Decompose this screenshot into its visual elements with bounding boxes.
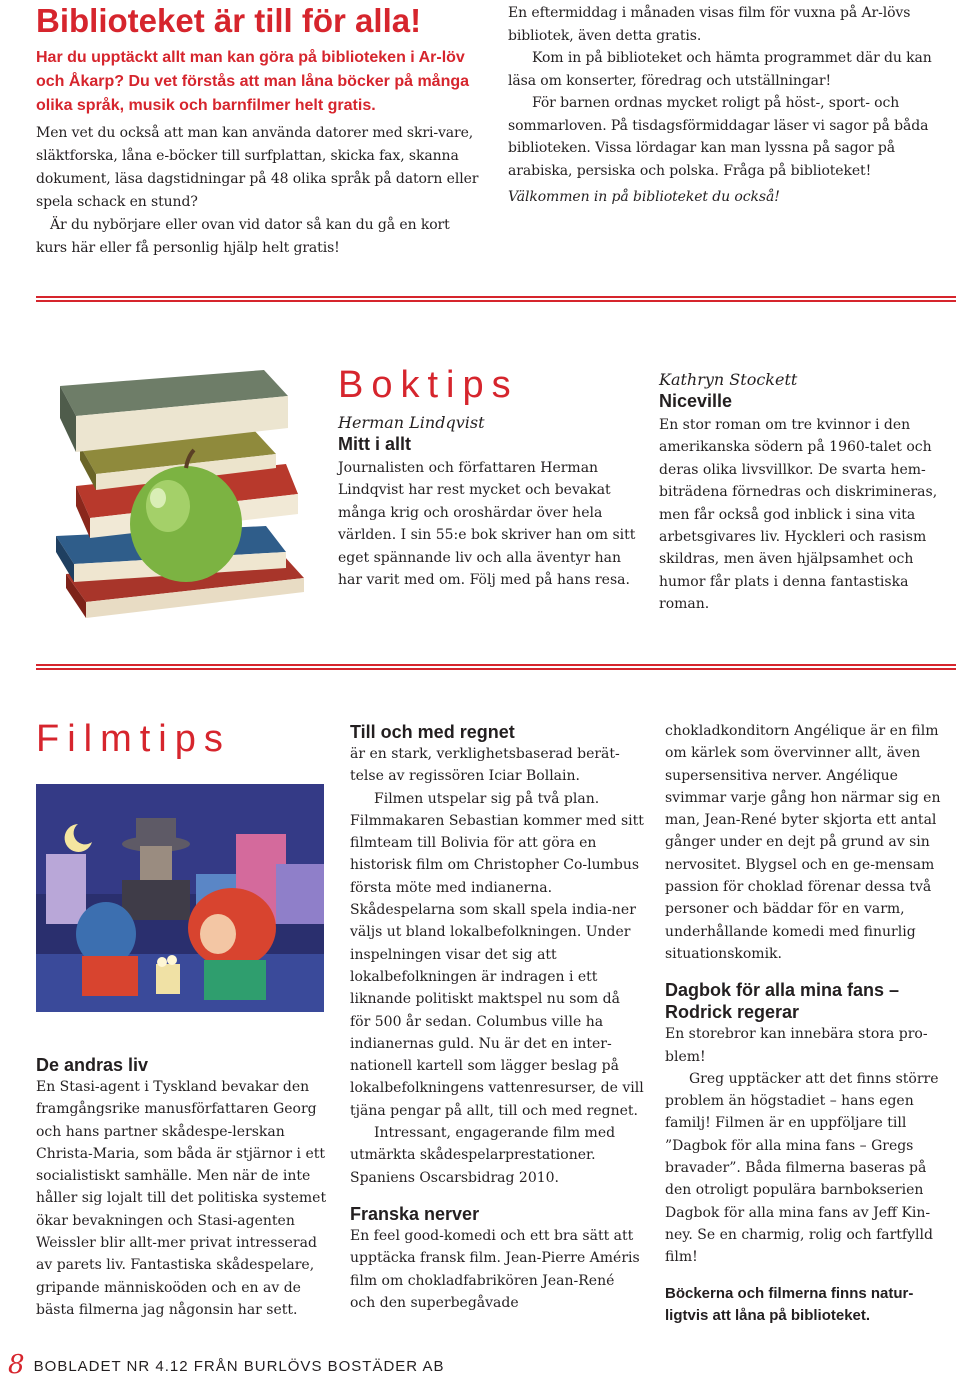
paragraph: Kom in på biblioteket och hämta programmet där du kan läsa om konserter, föredrag och utställningar! (508, 50, 932, 89)
book-title: Niceville (659, 391, 733, 411)
book-description: Journalisten och författaren Herman Lindqvist har rest mycket och bevakat många krig och oroshärdar över hela världen. I sin 55:e bok skriver han om sitt eget spännande liv och alla äventyr han har varit med om. Följ med på hans resa. (338, 460, 636, 589)
paragraph: Men vet du också att man kan använda datorer med skri-vare, släktforska, låna e-böcker till surfplattan, skicka fax, skanna dokument, läsa dagstidningar på 48 olika språk på datorn eller spela schack en stund? (36, 125, 479, 210)
film-column-middle (350, 721, 644, 1314)
footer-text: BOBLADET NR 4.12 FRÅN BURLÖVS BOSTÄDER AB (33, 1358, 445, 1375)
footer (8, 1350, 444, 1380)
film-description: chokladkonditorn Angélique är en film om kärlek som övervinner allt, även supersensitiva nerver. Angélique svimmar varje gång hon närmar sig en man, Jean-René byter skjorta ett antal gånger under en dejt på grund av sin nervositet. Blygsel och en ge-mensam passion för choklad förenar dessa två personer och bäddar för en varm, underhållande komedi med finurlig situationskomik. (665, 723, 941, 962)
film-title: Till och med regnet (350, 722, 515, 742)
film-title: Dagbok för alla mina fans – Rodrick regerar (665, 980, 900, 1023)
closing-note: Böckerna och filmerna finns natur-ligtvis att låna på biblioteket. (665, 1284, 914, 1324)
page-number: 8 (8, 1350, 25, 1380)
paragraph: Är du nybörjare eller ovan vid dator så kan du gå en kort kurs här eller få personlig hjälp helt gratis! (36, 217, 450, 256)
book-title: Mitt i allt (338, 434, 411, 454)
book-author: Herman Lindqvist (338, 413, 485, 432)
film-description: En storebror kan innebära stora pro-blem! (665, 1026, 928, 1065)
film-description: En feel good-komedi och ett bra sätt att upptäcka fransk film. Jean-Pierre Améris film om chokladfabrikören Jean-René och den superbegåvade (350, 1227, 640, 1311)
section-divider (36, 664, 956, 672)
left-column-text (36, 122, 484, 260)
film-title: Franska nerver (350, 1203, 480, 1224)
film-title: De andras liv (36, 1055, 149, 1075)
film-description: Greg upptäcker att det finns större problem än högstadiet – hans egen familj! Filmen är en uppföljare till ”Dagbok för alla mina fans – Gregs bravader”. Båda filmerna baseras på den otroligt populära barnbokserien Dagbok för alla mina fans av Jeff Kin-ney. Se en charmig, rolig och fartfylld film! (665, 1070, 939, 1266)
film-description: Intressant, engagerande film med utmärkta skådespelarprestationer. Spaniens Oscarsbidrag 2010. (350, 1125, 616, 1186)
book-tip (338, 413, 638, 591)
filmtips-heading: Filmtips (36, 718, 231, 760)
paragraph: För barnen ordnas mycket roligt på höst-, sport- och sommarloven. På tisdagsförmiddagar läser vi sagor på båda biblioteken. Vissa lördagar kan man lyssna på sagor på arabiska, persiska och polska. Fråga på biblioteket! (508, 95, 929, 179)
books-and-apple-illustration (36, 356, 326, 626)
film-description: En Stasi-agent i Tyskland bevakar den framgångsrike manusförfattaren Georg och hans partner skådespe-lerskan Christa-Maria, som båda är stjärnor i ett socialistiskt samhälle. Men när de inte håller sig lojalt till det politiska systemet ökar bevakningen och Stasi-agenten Weissler blir allt-mer privat intresserad av parets liv. Fantastiska skådespelare, gripande människoöden och en av de bästa filmerna jag någonsin har sett. (36, 1079, 327, 1318)
paragraph: En eftermiddag i månaden visas film för vuxna på Ar-lövs bibliotek, även detta gratis. (508, 5, 911, 44)
film-description: är en stark, verklighetsbaserad berät-telse av regissören Iciar Bollain. (350, 746, 620, 785)
page-title: Biblioteket är till för alla! (36, 2, 422, 39)
film-column-right (665, 720, 955, 1327)
book-tip (659, 370, 955, 616)
section-divider (36, 296, 956, 304)
right-column-text (508, 2, 952, 209)
intro-block (36, 46, 476, 118)
film-tip (36, 1054, 336, 1321)
boktips-heading: Boktips (338, 364, 519, 406)
intro-text: Har du upptäckt allt man kan göra på biblioteken i Ar-löv och Åkarp? Du vet förstås att man låna böcker på många olika språk, musik och barnfilmer helt gratis. (36, 49, 470, 114)
cinema-audience-illustration (36, 784, 324, 1012)
book-description: En stor roman om tre kvinnor i den amerikanska södern på 1960-talet och deras olika livsvillkor. De svarta hem-biträdena förnedras och diskrimineras, men får också god inblick i sina vita arbetsgivares liv. Hyckleri och rasism skildras, men även hjälpsamhet och humor får plats i denna fantastiska roman. (659, 417, 938, 613)
film-description: Filmen utspelar sig på två plan. Filmmakaren Sebastian kommer med sitt filmteam till Bolivia för att göra en historisk film om Christopher Co-lumbus första möte med indianerna. Skådespelarna som skall spela india-ner väljs ut bland lokalbefolkningen. Under inspelningen visar det sig att lokalbefolkningen är indragen i ett liknande politiskt maktspel nu som då för 500 år sedan. Columbus ville ha indianernas guld. Nu är det en inter-nationell kartell som lägger beslag på lokalbefolkningens vattenresurser, de vill tjäna pengar på allt, till och med regnet. (350, 790, 644, 1119)
book-author: Kathryn Stockett (659, 370, 798, 389)
welcome-text: Välkommen in på biblioteket du också! (508, 189, 780, 205)
